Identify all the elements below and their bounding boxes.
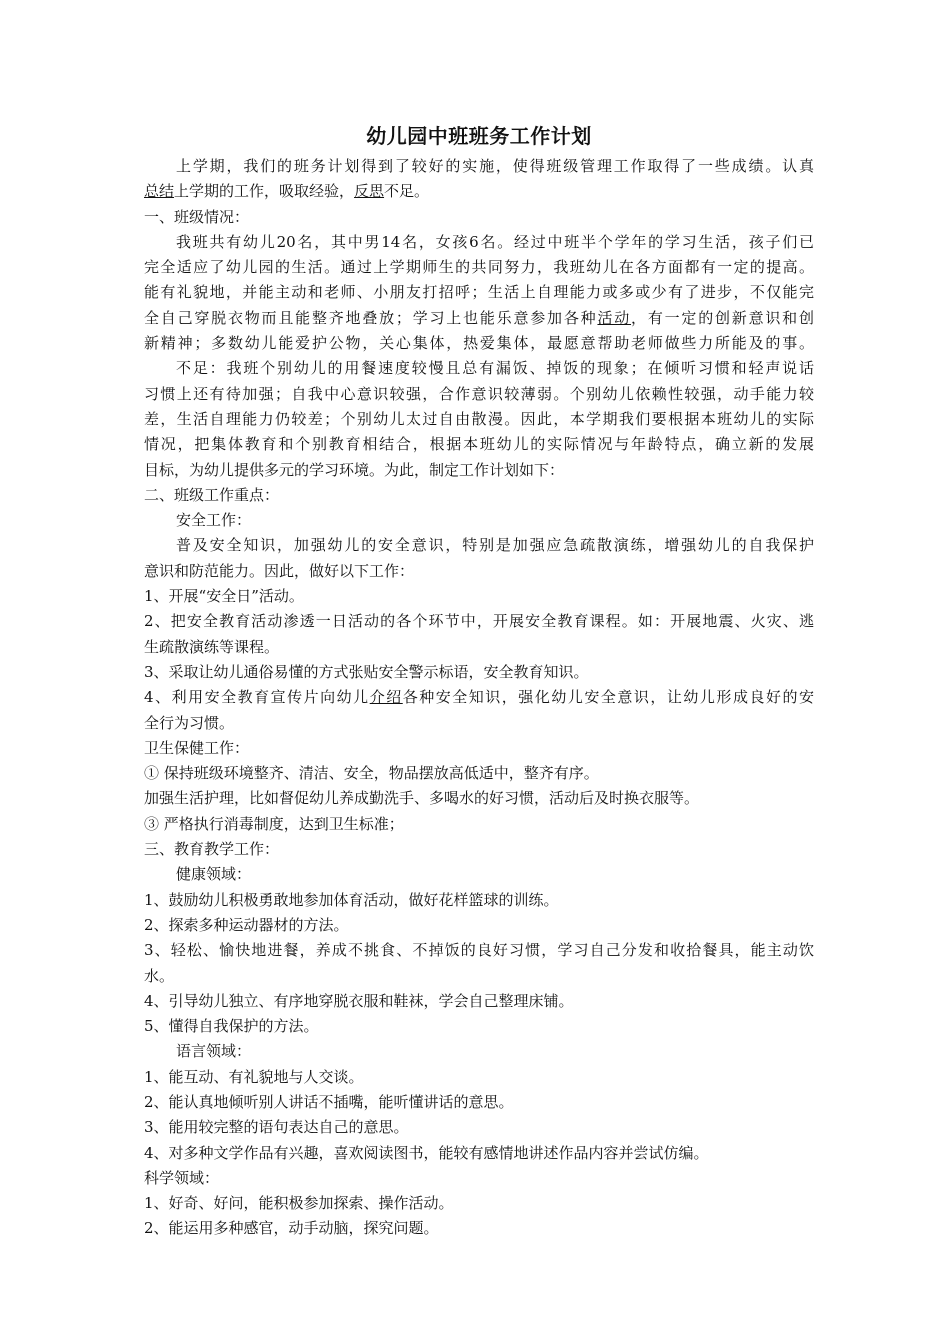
underlined-term: 总结: [144, 182, 175, 201]
text-line: 水。: [144, 966, 175, 985]
text-segment: 上学期的工作，吸取经验，: [174, 182, 355, 201]
text-line: 2、把安全教育活动渗透一日活动的各个环节中，开展安全教育课程。如：开展地震、火灾、逃: [144, 612, 814, 631]
text-line: 不足：我班个别幼儿的用餐速度较慢且总有漏饭、掉饭的现象；在倾听习惯和轻声说话: [176, 359, 814, 378]
text-line: 3、能用较完整的语句表达自己的意思。: [144, 1118, 409, 1137]
text-line: 5、懂得自我保护的方法。: [144, 1017, 319, 1036]
text-line: 普及安全知识，加强幼儿的安全意识，特别是加强应急疏散演练，增强幼儿的自我保护: [176, 536, 814, 555]
text-line: 2、探索多种运动器材的方法。: [144, 915, 349, 934]
text-line: 三、教育教学工作：: [144, 840, 280, 859]
text-line: 1、开展“安全日”活动。: [144, 587, 304, 606]
text-line: 新精神；多数幼儿能爱护公物，关心集体，热爱集体，最愿意帮助老师做些力所能及的事。: [144, 334, 814, 353]
document-body: [144, 154, 814, 1242]
text-line: 4、对多种文学作品有兴趣，喜欢阅读图书，能较有感情地讲述作品内容并尝试仿编。: [144, 1143, 709, 1162]
text-line: [144, 306, 814, 331]
text-line: 全行为习惯。: [144, 713, 235, 732]
text-line: 情况，把集体教育和个别教育相结合，根据本班幼儿的实际情况与年龄特点，确立新的发展: [144, 435, 814, 454]
text-line: 1、能互动、有礼貌地与人交谈。: [144, 1067, 364, 1086]
text-line: 生疏散演练等课程。: [144, 637, 280, 656]
text-line: 完全适应了幼儿园的生活。通过上学期师生的共同努力，我班幼儿在各方面都有一定的提高。: [144, 258, 814, 277]
text-segment: 4、利用安全教育宣传片向幼儿: [144, 688, 370, 707]
text-line: 3、采取让幼儿通俗易懂的方式张贴安全警示标语，安全教育知识。: [144, 662, 589, 681]
text-segment: 不足。: [384, 182, 430, 201]
text-line: 科学领域：: [144, 1168, 220, 1187]
text-segment: 全自己穿脱衣物而且能整齐地叠放；学习上也能乐意参加各种: [144, 308, 598, 327]
underlined-term: 反思: [354, 182, 385, 201]
text-line: 2、能认真地倾听别人讲话不插嘴，能听懂讲话的意思。: [144, 1092, 514, 1111]
text-line: 上学期，我们的班务计划得到了较好的实施，使得班级管理工作取得了一些成绩。认真: [176, 157, 814, 175]
text-line: 我班共有幼儿20名，其中男14名，女孩6名。经过中班半个学年的学习生活，孩子们已: [176, 232, 814, 251]
text-line: 4、引导幼儿独立、有序地穿脱衣服和鞋袜，学会自己整理床铺。: [144, 991, 574, 1010]
text-line: [144, 179, 814, 204]
text-segment: ，有一定的创新意识和创: [631, 308, 814, 327]
underlined-term: 活动: [597, 308, 632, 327]
text-line: 2、能运用多种感官，动手动脑，探究问题。: [144, 1219, 439, 1238]
text-segment: 各种安全知识，强化幼儿安全意识，让幼儿形成良好的安: [402, 688, 814, 707]
text-line: 卫生保健工作：: [144, 738, 250, 757]
text-line: 目标，为幼儿提供多元的学习环境。为此，制定工作计划如下：: [144, 460, 565, 479]
text-line: 安全工作：: [176, 511, 252, 530]
document-title: 幼儿园中班班务工作计划: [366, 124, 592, 148]
text-line: 加强生活护理，比如督促幼儿养成勤洗手、多喝水的好习惯，活动后及时换衣服等。: [144, 789, 700, 808]
text-line: 1、好奇、好问，能积极参加探索、操作活动。: [144, 1194, 454, 1213]
text-line: ③ 严格执行消毒制度，达到卫生标准；: [144, 814, 404, 833]
text-line: 习惯上还有待加强；自我中心意识较强，合作意识较薄弱。个别幼儿依赖性较强，动手能力较: [144, 384, 814, 403]
text-line: 3、轻松、愉快地进餐，养成不挑食、不掉饭的良好习惯，学习自己分发和收拾餐具，能主动饮: [144, 941, 814, 960]
text-line: 健康领域：: [176, 865, 252, 884]
text-line: 1、鼓励幼儿积极勇敢地参加体育活动，做好花样篮球的训练。: [144, 890, 559, 909]
text-line: 二、班级工作重点：: [144, 485, 280, 504]
underlined-term: 介绍: [369, 688, 403, 707]
text-line: 语言领域：: [176, 1042, 252, 1061]
text-line: 差，生活自理能力仍较差；个别幼儿太过自由散漫。因此，本学期我们要根据本班幼儿的实际: [144, 409, 814, 428]
document-page: [144, 118, 814, 1242]
text-line: 能有礼貌地，并能主动和老师、小朋友打招呼；生活上自理能力或多或少有了进步，不仅能完: [144, 283, 814, 302]
text-line: [144, 685, 814, 710]
text-line: 一、班级情况：: [144, 207, 250, 226]
text-line: ① 保持班级环境整齐、清洁、安全，物品摆放高低适中，整齐有序。: [144, 764, 599, 783]
text-line: 意识和防范能力。因此，做好以下工作：: [144, 561, 415, 580]
